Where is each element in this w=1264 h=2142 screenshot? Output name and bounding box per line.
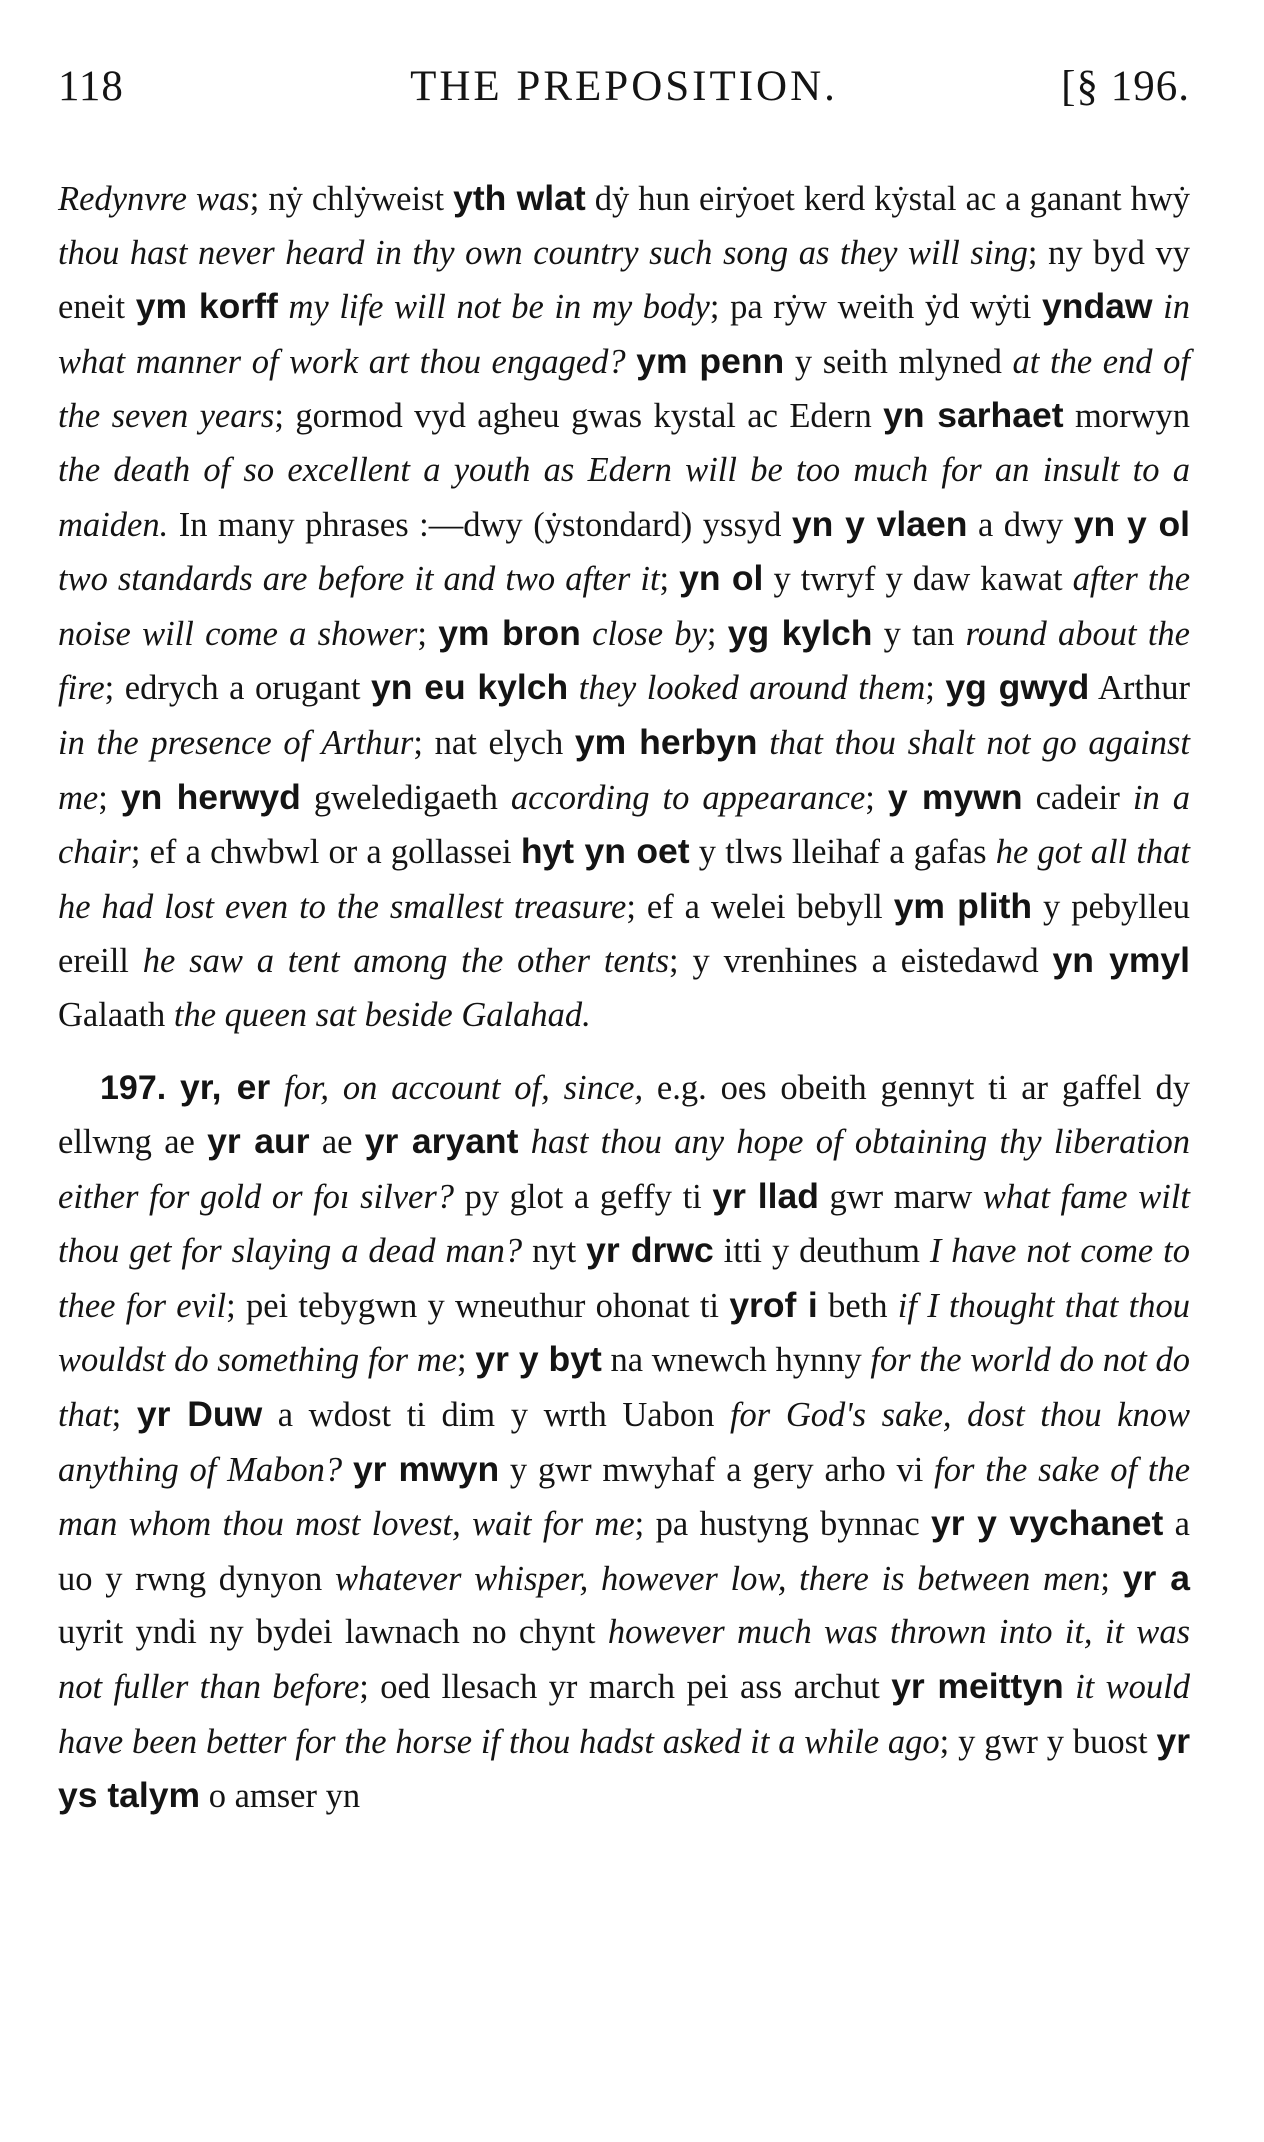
welsh-text: ; edrych a orugant — [104, 669, 371, 708]
welsh-text: e.g. oes obeith gennyt ti ar gaffel dy ellwng ae — [58, 1068, 1191, 1162]
welsh-text: ; — [1100, 1559, 1123, 1598]
welsh-text: o amser yn — [200, 1777, 361, 1816]
welsh-text: na wnewch hynny — [601, 1341, 871, 1380]
welsh-text: ; — [111, 1396, 137, 1435]
welsh-term: yn herwyd — [120, 776, 301, 817]
english-translation: at the end of the seven years — [58, 342, 1190, 436]
welsh-text: ; y vrenhines a eistedawd — [669, 942, 1053, 981]
welsh-text: ; pei tebygwn y wneuthur ohonat ti — [226, 1286, 730, 1325]
english-translation: after the noise will come a shower — [58, 560, 1191, 653]
welsh-text: y tan — [872, 614, 966, 653]
welsh-term: ym bron — [438, 612, 581, 653]
english-translation: however much was thrown into it, it was not fuller than before — [58, 1613, 1190, 1707]
english-translation: according to appearance — [510, 778, 866, 817]
welsh-text: ; — [659, 560, 680, 599]
welsh-text — [758, 724, 770, 762]
body-text — [58, 172, 1190, 1824]
welsh-term: yr mwyn — [352, 1448, 500, 1489]
welsh-text — [166, 1069, 180, 1107]
english-translation: he saw a tent among the other tents — [142, 942, 670, 981]
english-translation: two standards are before it and two after it — [58, 560, 660, 599]
welsh-text: gweledigaeth — [300, 778, 511, 817]
welsh-term: yn sarhaet — [883, 395, 1064, 436]
english-translation: thou hast never heard in thy own country such song as they will sing — [58, 233, 1028, 272]
welsh-text: ; ef a welei bebyll — [626, 887, 894, 926]
paragraph-196-continued — [58, 172, 1190, 1043]
welsh-text — [278, 288, 289, 326]
welsh-term: yr y byt — [475, 1339, 602, 1380]
welsh-text — [581, 615, 592, 653]
english-translation: close by — [592, 614, 707, 653]
welsh-text: a uo y rwng dynyon — [58, 1505, 1190, 1598]
english-translation: whatever whisper, however low, there is between men — [335, 1559, 1101, 1598]
welsh-term: yth wlat — [453, 178, 586, 218]
welsh-term: yr llad — [712, 1175, 819, 1216]
welsh-term: yn y vlaen — [791, 503, 968, 544]
english-translation: what fame wilt thou get for slaying a dead man? — [58, 1177, 1190, 1271]
welsh-text: ; — [865, 778, 888, 817]
welsh-term: yr ys talym — [58, 1720, 1191, 1816]
welsh-text: a wdost ti dim y wrth Uabon — [262, 1396, 730, 1435]
welsh-text: y gwr mwyhaf a gery arho vi — [499, 1450, 935, 1489]
welsh-text — [270, 1069, 284, 1107]
welsh-text — [568, 669, 579, 707]
english-translation: for the world do not do that — [58, 1341, 1190, 1435]
welsh-text: uyrit yndi ny bydei lawnach no chynt — [58, 1613, 608, 1652]
welsh-term: ym herbyn — [574, 721, 758, 762]
english-translation: he got all that he had lost even to the smallest treasure — [58, 833, 1190, 926]
welsh-term: ym plith — [893, 885, 1033, 926]
welsh-text: beth — [817, 1286, 898, 1325]
english-translation: it would have been better for the horse if thou hadst asked it a while ago — [58, 1668, 1190, 1761]
welsh-term: yr aur — [207, 1121, 310, 1162]
welsh-term: yr a — [1122, 1557, 1190, 1598]
welsh-text — [1064, 1668, 1075, 1706]
welsh-term: yr meittyn — [891, 1666, 1064, 1707]
welsh-text: ; — [98, 778, 121, 817]
welsh-text: itti y deuthum — [713, 1232, 930, 1271]
page-number: 118 — [58, 63, 124, 110]
welsh-text: ; gormod vyd agheu gwas kystal ac Edern — [274, 397, 884, 436]
welsh-text — [1153, 288, 1164, 326]
english-translation: in a chair — [58, 778, 1191, 872]
welsh-term: ym penn — [636, 340, 785, 381]
running-title: THE PREPOSITION. — [410, 63, 838, 110]
welsh-text — [626, 343, 637, 381]
welsh-term: yn eu kylch — [370, 667, 569, 708]
welsh-text: ; nẏ chlẏweist — [249, 180, 454, 218]
section-reference: [§ 196. — [1061, 63, 1190, 110]
welsh-term: y mywn — [887, 776, 1023, 817]
english-translation: the death of so excellent a youth as Edern will be too much for an insult to a maiden. — [58, 450, 1190, 544]
welsh-text: morwyn — [1063, 397, 1190, 436]
welsh-text: Galaath — [58, 995, 174, 1034]
welsh-text: dẏ hun eirẏoet kerd kẏstal ac a ganant hwẏ — [585, 180, 1191, 218]
english-translation: that thou shalt not go against me — [58, 723, 1190, 817]
english-translation: Redynvre was — [58, 180, 250, 218]
english-translation: for God's sake, dost thou know anything of Mabon? — [58, 1396, 1191, 1489]
welsh-text — [518, 1123, 530, 1161]
welsh-text: a dwy — [967, 505, 1074, 544]
english-translation: in the presence of Arthur — [58, 723, 414, 762]
welsh-text: ; — [925, 669, 946, 708]
english-translation: hast thou any hope of obtaining thy liberation either for gold or foı silver? — [58, 1123, 1190, 1216]
english-translation: they looked around them — [578, 669, 926, 708]
english-translation: in what manner of work art thou engaged? — [58, 288, 1191, 381]
welsh-text: y tlws lleihaf a gafas — [689, 833, 996, 872]
welsh-text: ; ef a chwbwl or a gollassei — [130, 833, 521, 872]
welsh-term: hyt yn oet — [520, 831, 690, 872]
welsh-text: In many phrases :—dwy (ẏstondard) yssyd — [168, 505, 792, 544]
english-translation: if I thought that thou wouldst do something for me — [58, 1286, 1191, 1380]
section-number: 197. — [100, 1068, 167, 1107]
welsh-text: Arthur — [1089, 669, 1190, 708]
english-translation: I have not come to thee for evil — [58, 1232, 1190, 1325]
welsh-text: nyt — [522, 1232, 587, 1271]
welsh-term: yndaw — [1042, 286, 1153, 327]
english-translation: for, on account of, since, — [283, 1068, 644, 1107]
paragraph-197 — [58, 1061, 1190, 1824]
welsh-term: yr y vychanet — [931, 1503, 1164, 1544]
welsh-text: ae — [309, 1123, 365, 1162]
welsh-term: yn ol — [679, 558, 764, 599]
welsh-text: ; — [417, 614, 439, 653]
running-header — [58, 62, 1190, 122]
welsh-text: ; pa rẏw weith ẏd wẏti — [709, 288, 1043, 327]
welsh-text: ; — [457, 1341, 476, 1380]
welsh-term: yr Duw — [136, 1394, 263, 1435]
welsh-text — [342, 1451, 353, 1489]
english-translation: for the sake of the man whom thou most lovest, wait for me — [58, 1450, 1191, 1544]
welsh-text: cadeir — [1022, 778, 1133, 817]
welsh-text: gwr marw — [818, 1177, 983, 1216]
welsh-term: yrof i — [729, 1284, 818, 1325]
welsh-text: y pebylleu ereill — [58, 887, 1191, 981]
welsh-text: ; oed llesach yr march pei ass archut — [359, 1668, 892, 1707]
english-translation: my life will not be in my body — [288, 288, 710, 327]
welsh-text: y twryf y daw kawat — [763, 560, 1073, 599]
welsh-term: yg kylch — [727, 612, 873, 653]
welsh-text: ; pa hustyng bynnac — [634, 1505, 931, 1544]
english-translation: the queen sat beside Galahad. — [173, 995, 591, 1034]
welsh-term: yn y ol — [1073, 503, 1191, 544]
welsh-text: ; nat elych — [413, 723, 575, 762]
welsh-term: yr aryant — [364, 1121, 519, 1162]
welsh-term: yr, er — [180, 1066, 271, 1107]
welsh-term: yg gwyd — [945, 667, 1090, 708]
welsh-term: yr drwc — [586, 1230, 714, 1271]
welsh-text: y seith mlyned — [784, 342, 1013, 381]
welsh-term: ym korff — [135, 286, 278, 327]
welsh-text: py glot a geffy ti — [454, 1177, 713, 1216]
welsh-text: ; y gwr y buost — [939, 1722, 1157, 1761]
english-translation: round about the fire — [58, 614, 1190, 708]
welsh-term: yn ymyl — [1052, 940, 1190, 981]
welsh-text: ; — [706, 614, 728, 653]
welsh-text: ; ny byd vy eneit — [58, 233, 1190, 327]
